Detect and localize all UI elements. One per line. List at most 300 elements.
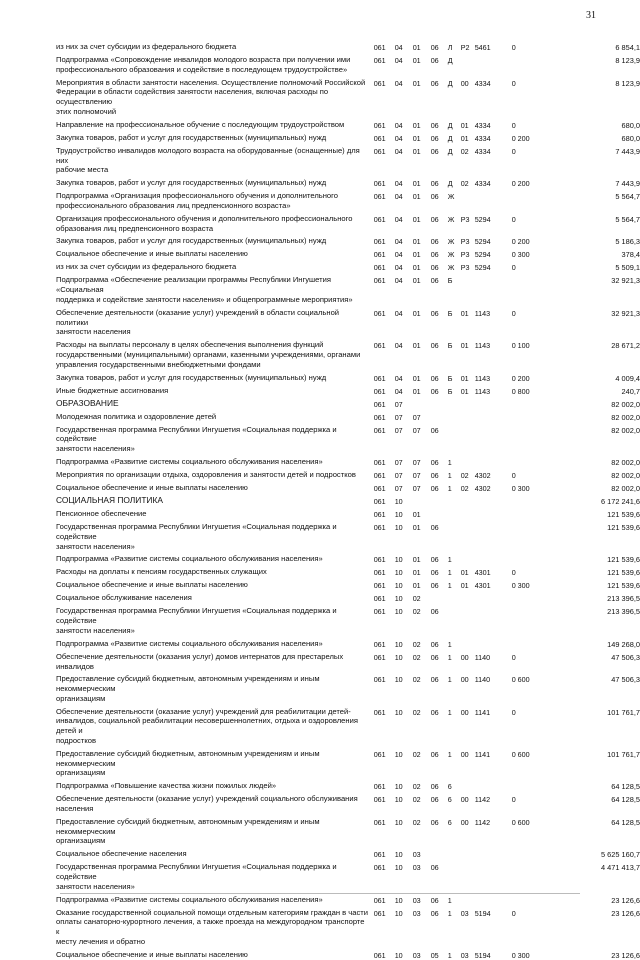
code-cs2: Д	[447, 146, 453, 156]
code-razd: 07	[394, 483, 403, 493]
code-cs3: 03	[460, 908, 469, 918]
code-cs4: 1143	[474, 341, 491, 351]
code-org: 061	[373, 425, 386, 435]
table-row	[0, 781, 640, 791]
code-cs2: 1	[447, 639, 452, 649]
code-vr: 0 300	[511, 483, 530, 493]
table-row	[0, 496, 640, 506]
code-cs1: 06	[430, 179, 439, 189]
code-razd: 04	[394, 120, 403, 130]
code-vr: 0 300	[511, 950, 530, 960]
code-cs3: 02	[460, 146, 469, 156]
table-row	[0, 425, 640, 454]
row-codes	[369, 250, 581, 259]
row-codes	[369, 426, 581, 435]
code-cs1: 06	[430, 581, 439, 591]
code-cs1: 06	[430, 652, 439, 662]
code-org: 061	[373, 749, 386, 759]
code-podr: 07	[412, 483, 421, 493]
row-codes	[369, 594, 581, 603]
code-cs2: Б	[447, 341, 453, 351]
row-name: Закупка товаров, работ и услуг для государственных (муниципальных) нужд	[56, 372, 327, 382]
code-cs2: 1	[447, 895, 452, 905]
code-cs1: 06	[430, 146, 439, 156]
code-cs1: 06	[430, 56, 439, 65]
row-name: Социальное обеспечение населения	[56, 849, 187, 859]
code-cs4: 5461	[474, 43, 491, 52]
row-name: Государственная программа Республики Ингушетия «Социальная поддержка и содействие занятости населения»	[56, 424, 337, 454]
code-vr: 0	[511, 43, 516, 52]
code-org: 061	[373, 496, 386, 506]
row-codes	[369, 134, 581, 143]
code-razd: 10	[394, 607, 403, 617]
row-codes	[369, 400, 581, 409]
code-cs3: 01	[460, 373, 469, 383]
table-row	[0, 567, 640, 577]
row-name: Расходы на доплаты к пенсиям государственных служащих	[56, 567, 267, 577]
code-razd: 04	[394, 263, 403, 273]
row-name: Трудоустройство инвалидов молодого возраста на оборудованные (оснащенные) для них рабочие места	[56, 145, 360, 175]
row-amount: 64 128,5	[611, 795, 640, 805]
code-vr: 0 200	[511, 179, 530, 189]
row-name: Подпрограмма «Развитие системы социального обслуживания населения»	[56, 894, 323, 904]
table-row	[0, 522, 640, 551]
code-vr: 0	[511, 568, 516, 578]
table-row	[0, 580, 640, 590]
row-codes	[369, 523, 581, 532]
code-cs3: 01	[460, 120, 469, 130]
code-cs1: 06	[430, 373, 439, 383]
code-cs2: 1	[447, 555, 452, 565]
code-razd: 04	[394, 214, 403, 224]
code-podr: 01	[412, 263, 421, 273]
row-codes	[369, 782, 581, 791]
table-row	[0, 849, 640, 859]
row-name: из них за счет субсидии из федерального бюджета	[56, 42, 237, 51]
code-org: 061	[373, 581, 386, 591]
page-number: 31	[586, 10, 596, 21]
row-amount: 5 509,1	[615, 263, 640, 273]
row-amount: 240,7	[621, 386, 640, 396]
row-codes	[369, 675, 581, 684]
row-codes	[369, 863, 581, 872]
code-cs1: 06	[430, 192, 439, 202]
code-vr: 0	[511, 707, 516, 717]
code-org: 061	[373, 237, 386, 247]
code-org: 061	[373, 263, 386, 273]
code-cs3: 01	[460, 581, 469, 591]
bottom-divider	[60, 893, 580, 894]
code-podr: 01	[412, 373, 421, 383]
code-cs4: 5294	[474, 237, 491, 247]
code-cs3: 01	[460, 386, 469, 396]
code-cs2: Д	[447, 179, 453, 189]
row-codes	[369, 192, 581, 201]
code-org: 061	[373, 509, 386, 519]
code-razd: 10	[394, 749, 403, 759]
code-cs3: 00	[460, 675, 469, 685]
code-cs3: 01	[460, 308, 469, 318]
code-cs3: 02	[460, 470, 469, 480]
code-org: 061	[373, 568, 386, 578]
row-name: Государственная программа Республики Ингушетия «Социальная поддержка и содействие занятости населения»	[56, 521, 337, 551]
code-cs2: Ж	[447, 237, 455, 247]
row-codes	[369, 750, 581, 759]
code-cs1: 06	[430, 895, 439, 905]
code-razd: 10	[394, 817, 403, 827]
row-name: Расходы на выплаты персоналу в целях обеспечения выполнения функций государственными (муниципальными) органами, казенными учреждениями, органами управления государственными внебюджетными фондами	[56, 340, 361, 369]
code-podr: 01	[412, 43, 421, 52]
code-cs4: 1143	[474, 386, 491, 396]
code-razd: 04	[394, 250, 403, 260]
row-amount: 82 002,0	[611, 399, 640, 409]
table-row	[0, 340, 640, 369]
row-name: Подпрограмма «Развитие системы социального обслуживания населения»	[56, 554, 323, 564]
code-cs4: 1140	[474, 652, 491, 662]
table-row	[0, 862, 640, 891]
row-name: Молодежная политика и оздоровление детей	[56, 411, 217, 421]
row-codes	[369, 56, 581, 65]
row-codes	[369, 909, 581, 918]
code-podr: 01	[412, 250, 421, 260]
code-podr: 01	[412, 509, 421, 519]
code-org: 061	[373, 250, 386, 260]
row-codes	[369, 850, 581, 859]
row-amount: 28 671,2	[611, 341, 640, 351]
code-vr: 0	[511, 146, 516, 156]
code-org: 061	[373, 214, 386, 224]
table-row	[0, 674, 640, 703]
row-name: Государственная программа Республики Ингушетия «Социальная поддержка и содействие занятости населения»	[56, 862, 337, 891]
code-razd: 10	[394, 639, 403, 649]
code-razd: 10	[394, 795, 403, 805]
row-name: Закупка товаров, работ и услуг для государственных (муниципальных) нужд	[56, 178, 327, 188]
code-vr: 0	[511, 908, 516, 918]
code-podr: 02	[412, 607, 421, 617]
code-cs1: 06	[430, 386, 439, 396]
table-row	[0, 483, 640, 493]
code-cs1: 06	[430, 908, 439, 918]
row-amount: 121 539,6	[607, 568, 640, 578]
row-amount: 23 126,6	[611, 895, 640, 905]
code-podr: 03	[412, 850, 421, 860]
code-podr: 07	[412, 412, 421, 422]
code-podr: 07	[412, 470, 421, 480]
code-cs2: 1	[447, 470, 452, 480]
code-razd: 04	[394, 386, 403, 396]
code-org: 061	[373, 78, 386, 88]
code-razd: 04	[394, 146, 403, 156]
code-cs4: 4302	[474, 483, 491, 493]
code-cs2: Ж	[447, 214, 455, 224]
row-name: Социальное обслуживание населения	[56, 593, 192, 603]
row-amount: 7 443,9	[615, 179, 640, 189]
table-row	[0, 412, 640, 422]
row-amount: 82 002,0	[611, 470, 640, 480]
code-razd: 07	[394, 457, 403, 467]
code-cs1: 06	[430, 675, 439, 685]
code-cs2: 6	[447, 817, 452, 827]
code-vr: 0 800	[511, 386, 530, 396]
code-vr: 0	[511, 308, 516, 318]
row-amount: 82 002,0	[611, 412, 640, 422]
code-org: 061	[373, 594, 386, 604]
row-amount: 82 002,0	[611, 457, 640, 467]
table-row	[0, 652, 640, 672]
row-name: Подпрограмма «Организация профессионального обучения и дополнительного профессионального образования лиц предпенсионного возраста»	[56, 191, 338, 210]
code-podr: 07	[412, 425, 421, 435]
code-vr: 0 300	[511, 250, 530, 260]
code-vr: 0 200	[511, 373, 530, 383]
row-codes	[369, 555, 581, 564]
code-razd: 04	[394, 276, 403, 286]
table-row	[0, 236, 640, 246]
code-cs3: Р3	[460, 263, 470, 273]
code-vr: 0 300	[511, 581, 530, 591]
row-name: Социальное обеспечение и иные выплаты населению	[56, 249, 248, 259]
code-cs2: Д	[447, 78, 453, 88]
row-name: Подпрограмма «Развитие системы социального обслуживания населения»	[56, 456, 323, 466]
row-name: ОБРАЗОВАНИЕ	[56, 397, 119, 408]
code-org: 061	[373, 863, 386, 873]
table-row	[0, 214, 640, 234]
row-codes	[369, 581, 581, 590]
code-cs3: 02	[460, 179, 469, 189]
table-row	[0, 146, 640, 175]
row-name: Предоставление субсидий бюджетным, автономным учреждениям и иным некоммерческим организациям	[56, 816, 320, 846]
table-row	[0, 817, 640, 846]
code-cs2: Ж	[447, 192, 455, 202]
code-vr: 0 200	[511, 237, 530, 247]
code-cs1: 06	[430, 120, 439, 130]
code-cs1: 06	[430, 863, 439, 873]
code-cs4: 5194	[474, 950, 491, 960]
code-cs2: 1	[447, 483, 452, 493]
code-razd: 07	[394, 412, 403, 422]
code-org: 061	[373, 483, 386, 493]
code-razd: 04	[394, 133, 403, 143]
row-name: Социальное обеспечение и иные выплаты населению	[56, 580, 248, 590]
code-cs2: Д	[447, 56, 453, 65]
code-cs1: 06	[430, 782, 439, 792]
code-cs3: 03	[460, 950, 469, 960]
code-podr: 03	[412, 950, 421, 960]
code-podr: 01	[412, 237, 421, 247]
row-codes	[369, 653, 581, 662]
code-cs4: 1141	[474, 749, 491, 759]
row-codes	[369, 374, 581, 383]
code-cs2: Л	[447, 43, 453, 52]
code-podr: 03	[412, 863, 421, 873]
code-cs2: 1	[447, 908, 452, 918]
code-cs1: 06	[430, 276, 439, 286]
row-name: Оказание государственной социальной помощи отдельным категориям граждан в части оплаты санаторно-курортного лечения, а также проезда на междугородном транспорте к месту лечения и обратно	[56, 907, 368, 947]
code-org: 061	[373, 639, 386, 649]
row-name: Социальное обеспечение и иные выплаты населению	[56, 949, 248, 959]
code-cs1: 06	[430, 555, 439, 565]
code-cs2: 1	[447, 707, 452, 717]
code-cs3: 00	[460, 749, 469, 759]
budget-table	[0, 42, 640, 960]
row-name: Закупка товаров, работ и услуг для государственных (муниципальных) нужд	[56, 236, 327, 246]
row-amount: 82 002,0	[611, 425, 640, 435]
row-codes	[369, 276, 581, 285]
code-razd: 07	[394, 425, 403, 435]
row-amount: 6 854,1	[615, 43, 640, 52]
row-name: Подпрограмма «Обеспечение реализации программы Республики Ингушетия «Социальная поддержка и содействие занятости населения» и общепрограммные мероприятия»	[56, 275, 353, 304]
code-razd: 07	[394, 399, 403, 409]
code-cs4: 4302	[474, 470, 491, 480]
code-org: 061	[373, 522, 386, 532]
code-cs3: 01	[460, 341, 469, 351]
code-podr: 01	[412, 192, 421, 202]
code-org: 061	[373, 908, 386, 918]
code-podr: 01	[412, 133, 421, 143]
row-name: Закупка товаров, работ и услуг для государственных (муниципальных) нужд	[56, 132, 327, 142]
code-podr: 02	[412, 594, 421, 604]
code-cs1: 06	[430, 817, 439, 827]
table-row	[0, 707, 640, 746]
row-codes	[369, 708, 581, 717]
code-cs1: 06	[430, 457, 439, 467]
code-podr: 01	[412, 78, 421, 88]
row-amount: 47 506,3	[611, 675, 640, 685]
code-podr: 01	[412, 146, 421, 156]
code-cs1: 06	[430, 133, 439, 143]
row-name: Организация профессионального обучения и дополнительного профессионального образования лиц предпенсионного возраста	[56, 213, 353, 233]
table-row	[0, 178, 640, 188]
code-podr: 01	[412, 56, 421, 65]
code-cs4: 4334	[474, 179, 491, 189]
code-cs4: 4334	[474, 78, 491, 88]
row-amount: 5 625 160,7	[600, 850, 640, 860]
row-name: Обеспечение деятельности (оказание услуг) учреждений в области социальной политики занятости населения	[56, 307, 340, 337]
code-cs1: 06	[430, 639, 439, 649]
code-org: 061	[373, 43, 386, 52]
row-name: Обеспечение деятельности (оказания услуг) домов интернатов для престарелых инвалидов	[56, 651, 344, 671]
code-org: 061	[373, 817, 386, 827]
code-razd: 10	[394, 895, 403, 905]
code-cs3: Р3	[460, 214, 470, 224]
table-row	[0, 639, 640, 649]
code-cs4: 5294	[474, 250, 491, 260]
row-name: Подпрограмма «Развитие системы социального обслуживания населения»	[56, 638, 323, 648]
code-razd: 04	[394, 78, 403, 88]
row-codes	[369, 818, 581, 827]
code-razd: 10	[394, 522, 403, 532]
code-cs3: Р2	[460, 43, 470, 52]
code-vr: 0	[511, 795, 516, 805]
code-razd: 07	[394, 470, 403, 480]
row-codes	[369, 341, 581, 350]
table-row	[0, 908, 640, 947]
code-podr: 01	[412, 214, 421, 224]
row-codes	[369, 640, 581, 649]
code-cs1: 06	[430, 607, 439, 617]
code-vr: 0	[511, 470, 516, 480]
code-cs4: 1143	[474, 308, 491, 318]
code-cs2: Б	[447, 308, 453, 318]
code-podr: 02	[412, 782, 421, 792]
row-amount: 5 564,7	[615, 214, 640, 224]
code-podr: 01	[412, 522, 421, 532]
code-razd: 10	[394, 652, 403, 662]
code-org: 061	[373, 457, 386, 467]
code-cs2: Ж	[447, 250, 455, 260]
row-amount: 7 443,9	[615, 146, 640, 156]
code-org: 061	[373, 607, 386, 617]
code-razd: 10	[394, 555, 403, 565]
row-amount: 680,0	[621, 133, 640, 143]
code-cs1: 06	[430, 568, 439, 578]
code-org: 061	[373, 470, 386, 480]
code-cs1: 05	[430, 950, 439, 960]
code-podr: 02	[412, 817, 421, 827]
row-amount: 6 172 241,6	[600, 496, 640, 506]
code-razd: 10	[394, 782, 403, 792]
code-vr: 0	[511, 652, 516, 662]
code-cs1: 06	[430, 237, 439, 247]
code-org: 061	[373, 120, 386, 130]
table-row	[0, 262, 640, 272]
code-razd: 04	[394, 308, 403, 318]
code-vr: 0	[511, 263, 516, 273]
row-amount: 101 761,7	[607, 749, 640, 759]
code-cs3: 00	[460, 78, 469, 88]
table-row	[0, 457, 640, 467]
code-cs1: 06	[430, 250, 439, 260]
row-codes	[369, 497, 581, 506]
row-amount: 82 002,0	[611, 483, 640, 493]
table-row	[0, 509, 640, 519]
code-cs1: 06	[430, 795, 439, 805]
code-vr: 0	[511, 214, 516, 224]
row-name: Обеспечение деятельности (оказание услуг) учреждений социального обслуживания населения	[56, 794, 358, 814]
code-podr: 01	[412, 386, 421, 396]
code-org: 061	[373, 950, 386, 960]
row-amount: 121 539,6	[607, 522, 640, 532]
row-amount: 5 564,7	[615, 192, 640, 202]
code-cs2: 1	[447, 568, 452, 578]
code-cs2: 6	[447, 795, 452, 805]
row-amount: 213 396,5	[607, 607, 640, 617]
row-codes	[369, 121, 581, 130]
code-cs1: 06	[430, 341, 439, 351]
row-amount: 64 128,5	[611, 817, 640, 827]
row-codes	[369, 179, 581, 188]
row-codes	[369, 607, 581, 616]
code-org: 061	[373, 308, 386, 318]
code-podr: 01	[412, 276, 421, 286]
code-vr: 0 600	[511, 675, 530, 685]
code-cs1: 06	[430, 425, 439, 435]
row-name: СОЦИАЛЬНАЯ ПОЛИТИКА	[56, 494, 163, 505]
row-amount: 23 126,6	[611, 908, 640, 918]
code-cs4: 1141	[474, 707, 491, 717]
row-amount: 213 396,5	[607, 594, 640, 604]
row-codes	[369, 215, 581, 224]
code-cs3: 02	[460, 483, 469, 493]
code-cs1: 06	[430, 214, 439, 224]
code-cs3: 00	[460, 652, 469, 662]
code-org: 061	[373, 675, 386, 685]
row-name: Направление на профессиональное обучение с последующим трудоустройством	[56, 119, 345, 129]
code-cs4: 5294	[474, 214, 491, 224]
code-razd: 04	[394, 192, 403, 202]
code-org: 061	[373, 782, 386, 792]
code-razd: 04	[394, 237, 403, 247]
code-podr: 02	[412, 675, 421, 685]
